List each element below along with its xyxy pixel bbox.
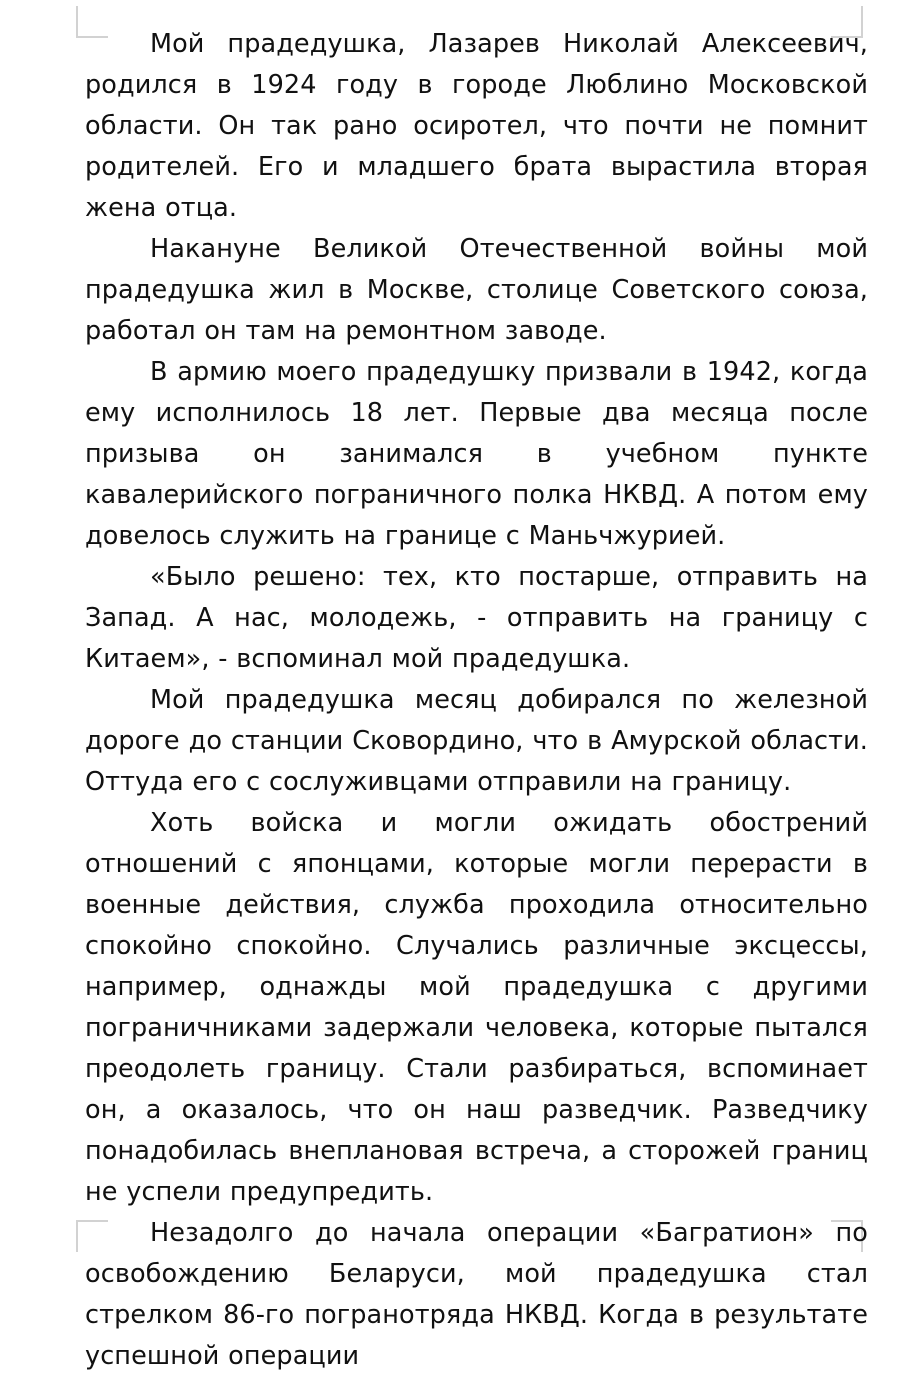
paragraph: Мой прадедушка месяц добирался по железной дороге до станции Сковордино, что в Амурской области. Оттуда его с сослуживцами отправили на границу. <box>85 685 868 797</box>
paragraph: «Было решено: тех, кто постарше, отправить на Запад. А нас, молодежь, - отправить на границу с Китаем», - вспоминал мой прадедушка. <box>85 562 868 674</box>
paragraph: Накануне Великой Отечественной войны мой прадедушка жил в Москве, столице Советского союза, работал он там на ремонтном заводе. <box>85 234 868 346</box>
paragraph: Незадолго до начала операции «Багратион» по освобождению Беларуси, мой прадедушка стал стрелком 86-го погранотряда НКВД. Когда в результате успешной операции <box>85 1218 868 1371</box>
document-text-body <box>85 24 868 1377</box>
paragraph: В армию моего прадедушку призвали в 1942, когда ему исполнилось 18 лет. Первые два месяца после призыва он занимался в учебном пункте кавалерийского пограничного полка НКВД. А потом ему довелось служить на границе с Маньчжурией. <box>85 357 868 551</box>
paragraph: Хоть войска и могли ожидать обострений отношений с японцами, которые могли перерасти в военные действия, служба проходила относительно спокойно спокойно. Случались различные эксцессы, например, однажды мой прадедушка с другими пограничниками задержали человека, которые пытался преодолеть границу. Стали разбираться, вспоминает он, а оказалось, что он наш разведчик. Разведчику понадобилась внеплановая встреча, а сторожей границ не успели предупредить. <box>85 808 868 1207</box>
paragraph: Мой прадедушка, Лазарев Николай Алексеевич, родился в 1924 году в городе Люблино Московской области. Он так рано осиротел, что почти не помнит родителей. Его и младшего брата вырастила вторая жена отца. <box>85 29 868 223</box>
